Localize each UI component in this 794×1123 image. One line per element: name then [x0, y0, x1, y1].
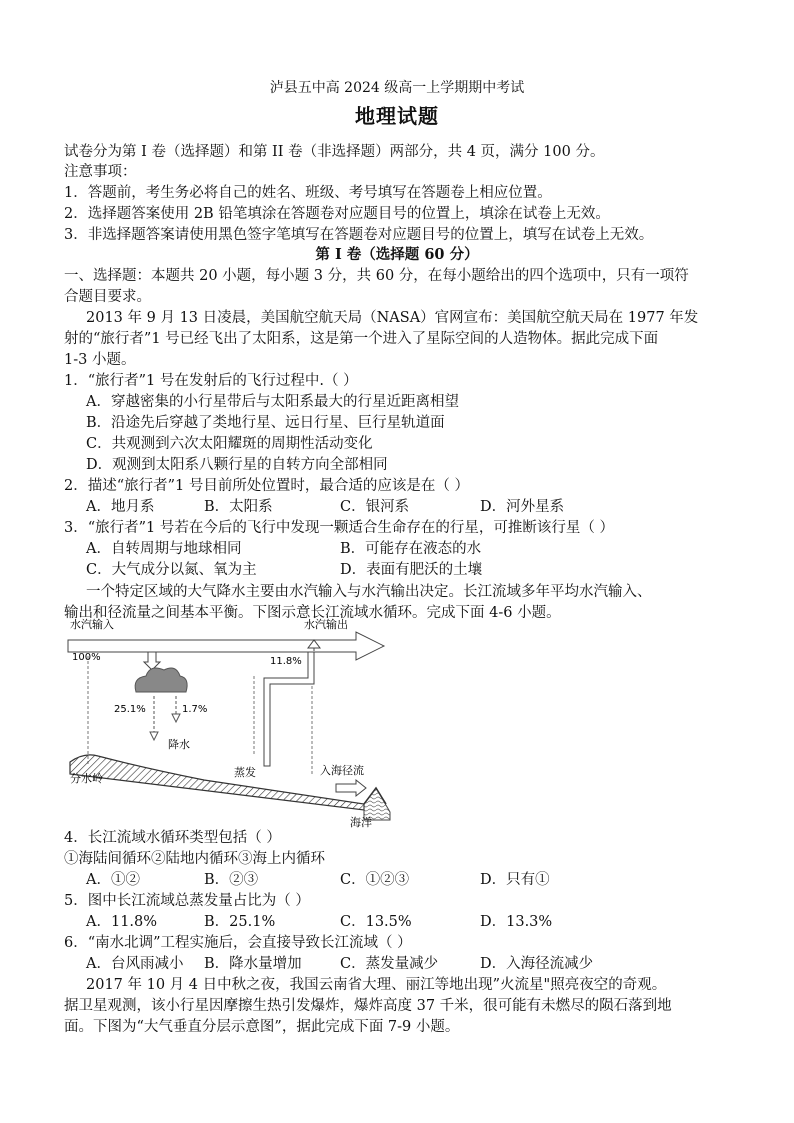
answer-option: D．河外星系	[480, 499, 565, 515]
precipitation-arrowhead	[150, 732, 158, 740]
answer-option: A．自转周期与地球相同	[86, 541, 242, 557]
note-item: 1．答题前，考生务必将自己的姓名、班级、考号填写在答题卷上相应位置。	[64, 185, 552, 201]
passage-paragraph: 输出和径流量之间基本平衡。下图示意长江流域水循环。完成下面 4-6 小题。	[64, 605, 561, 621]
passage-paragraph: 2013 年 9 月 13 日凌晨，美国航空航天局（NASA）官网宣布：美国航空航天局在 1977 年发	[86, 310, 699, 326]
answer-option: B．25.1%	[204, 914, 276, 930]
note-item: 3．非选择题答案请使用黑色签字笔填写在答题卷对应题目号的位置上，填写在试卷上无效。	[64, 227, 654, 243]
vapor-flow-arrow	[68, 632, 384, 660]
evap-percent-label: 11.8%	[270, 656, 302, 667]
answer-option: C．共观测到六次太阳耀斑的周期性活动变化	[86, 436, 373, 452]
answer-option: C．13.5%	[340, 914, 412, 930]
answer-option: B．②③	[204, 872, 259, 888]
answer-option: C．银河系	[340, 499, 410, 515]
answer-option: D．13.3%	[480, 914, 553, 930]
answer-option: A．穿越密集的小行星带后与太阳系最大的行星近距离相望	[86, 394, 459, 410]
passage-paragraph: 射的“旅行者”1 号已经飞出了太阳系，这是第一个进入了星际空间的人造物体。据此完成下面	[64, 331, 659, 347]
vapor-input-label: 水汽输入	[70, 618, 114, 631]
input-percent-label: 100%	[72, 652, 101, 663]
exam-title: 地理试题	[355, 104, 439, 128]
section-heading: 第 I 卷（选择题 60 分）	[315, 246, 479, 263]
answer-option: C．①②③	[340, 872, 410, 888]
answer-option: D．观测到太阳系八颗行星的自转方向全部相同	[86, 457, 388, 473]
answer-option: C．蒸发量减少	[340, 956, 439, 972]
exam-subtitle: 泸县五中高 2024 级高一上学期期中考试	[269, 80, 525, 96]
passage-paragraph: 一个特定区域的大气降水主要由水汽输入与水汽输出决定。长江流域多年平均水汽输入、	[86, 584, 652, 600]
passage-paragraph: 1-3 小题。	[64, 352, 136, 368]
section-instructions: 一、选择题：本题共 20 小题，每小题 3 分，共 60 分，在每小题给出的四个选项中，只有一项符	[64, 268, 689, 284]
answer-option: B．降水量增加	[204, 956, 302, 972]
condensation-arrow	[144, 652, 160, 670]
answer-option: A．台风雨减小	[86, 956, 184, 972]
passage-paragraph: 2017 年 10 月 4 日中秋之夜，我国云南省大理、丽江等地出现”火流星"照亮夜空的奇观。	[86, 977, 667, 993]
answer-option: C．大气成分以氮、氧为主	[86, 562, 257, 578]
runoff-label: 入海径流	[320, 764, 364, 777]
question-stem: 6．“南水北调”工程实施后，会直接导致长江流域（ ）	[64, 935, 412, 951]
notes-title: 注意事项：	[64, 164, 137, 180]
evaporation-label: 蒸发	[234, 766, 256, 779]
answer-option: A．地月系	[86, 499, 155, 515]
answer-option: D．表面有肥沃的土壤	[340, 562, 483, 578]
ocean-label: 海洋	[350, 816, 372, 828]
question-stem: 4．长江流域水循环类型包括（ ）	[64, 830, 281, 846]
answer-option: A．11.8%	[86, 914, 158, 930]
exam-description: 试卷分为第 I 卷（选择题）和第 II 卷（非选择题）两部分，共 4 页，满分 100 分。	[64, 144, 605, 160]
evaporation-path	[264, 652, 314, 766]
precipitation-arrowhead	[172, 714, 180, 722]
answer-option: A．①②	[86, 872, 140, 888]
precip-percent-label: 25.1%	[114, 704, 146, 715]
water-cycle-diagram	[64, 616, 394, 828]
answer-option: B．沿途先后穿越了类地行星、远日行星、巨行星轨道面	[86, 415, 445, 431]
question-stem: 1．“旅行者”1 号在发射后的飞行过程中.（ ）	[64, 373, 358, 389]
question-stem: 2．描述“旅行者”1 号目前所处位置时，最合适的应该是在（ ）	[64, 478, 469, 494]
watershed-label: 分水岭	[70, 772, 103, 785]
vapor-output-label: 水汽输出	[304, 618, 348, 631]
precipitation-label: 降水	[168, 738, 190, 751]
note-item: 2．选择题答案使用 2B 铅笔填涂在答题卷对应题目号的位置上，填涂在试卷上无效。	[64, 206, 610, 222]
passage-paragraph: 据卫星观测，该小行星因摩擦生热引发爆炸，爆炸高度 37 千米，很可能有未燃尽的陨石落到地	[64, 998, 672, 1014]
passage-paragraph: 面。下图为“大气垂直分层示意图”，据此完成下面 7-9 小题。	[64, 1019, 460, 1035]
answer-option: D．入海径流减少	[480, 956, 594, 972]
question-sub-items: ①海陆间循环②陆地内循环③海上内循环	[64, 851, 325, 867]
answer-option: B．太阳系	[204, 499, 273, 515]
question-stem: 3．“旅行者”1 号若在今后的飞行中发现一颗适合生命存在的行星，可推断该行星（ ）	[64, 520, 614, 536]
answer-option: B．可能存在液态的水	[340, 541, 482, 557]
minor-percent-label: 1.7%	[182, 704, 208, 715]
answer-option: D．只有①	[480, 872, 550, 888]
section-instructions: 合题目要求。	[64, 289, 151, 305]
cloud-icon	[135, 668, 187, 692]
runoff-arrow	[336, 780, 366, 796]
question-stem: 5．图中长江流域总蒸发量占比为（ ）	[64, 893, 310, 909]
